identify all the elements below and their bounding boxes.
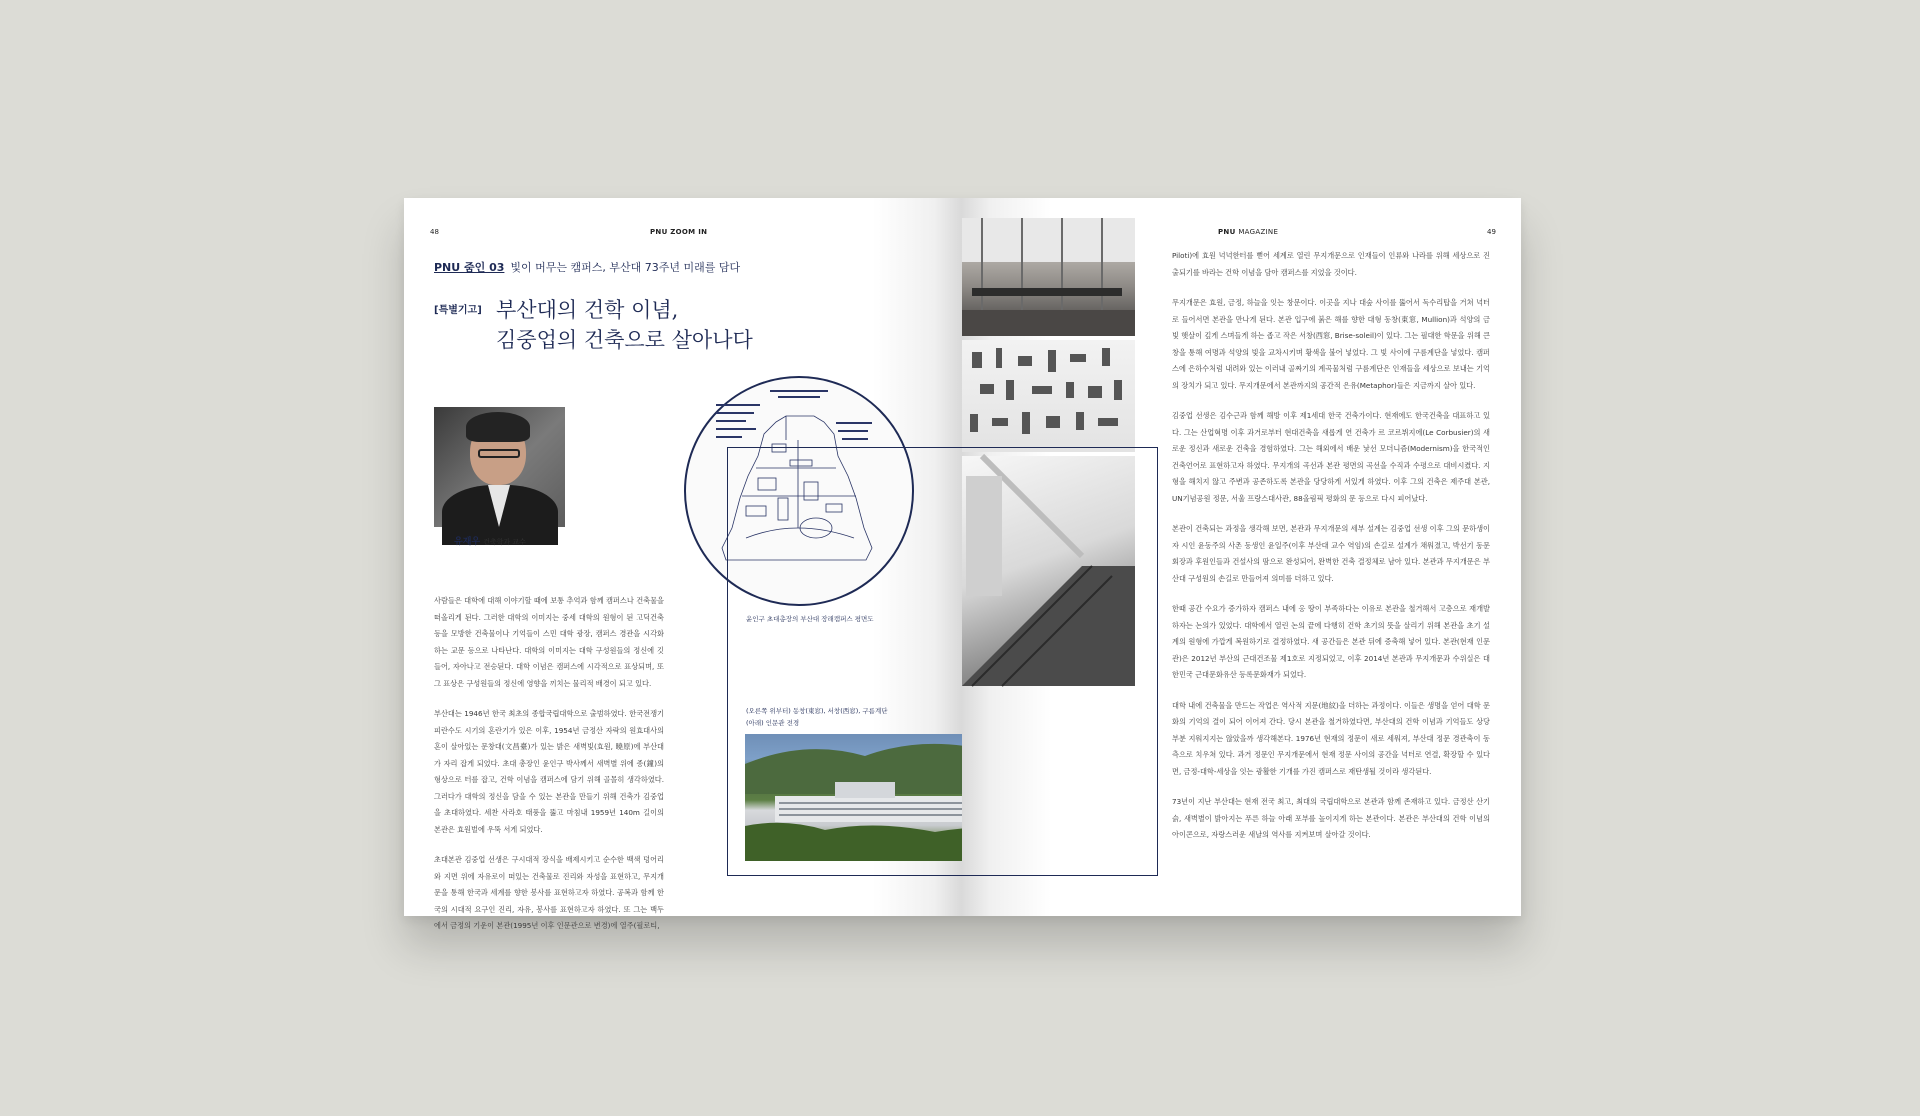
- east-window-photo: [962, 218, 1135, 336]
- headline-line-2: 김중업의 건축으로 살아나다: [496, 328, 753, 352]
- article-headline: [496, 295, 796, 355]
- kicker-tag: PNU 줌인 03: [434, 261, 505, 274]
- left-paragraph-2: 부산대는 1946년 한국 최초의 종합국립대학으로 출범하였다. 한국전쟁기 피란수도 시기의 혼란기가 있은 이후, 1954년 금정산 자락의 원효대사의 혼이 살아있는 문창대(文昌臺)가 있는 밝은 새벽빛(효원, 曉原)에 부산대가 자리 잡게 되었다. 초대 총장인 윤인구 박사께서 새벽별 위에 종(鐘)의 형상으로 터를 잡고, 건학 이념을 캠퍼스에 담기 위해 골몰히 생각하였다. 그러다가 대학의 정신을 담을 수 있는 본관을 만들기 위해 건축가 김중업을 초대하였다. 세찬 사라호 태풍을 뚫고 마침내 1959년 140m 길이의 본관은 효원벌에 우뚝 서게 되었다.: [434, 709, 664, 834]
- portrait-hair: [466, 412, 530, 442]
- left-paragraph-3: 초대본관 김중업 선생은 구시대적 장식을 배제시키고 순수한 백색 덩어리와 지면 위에 자유로이 떠있는 건축물로 진리와 자성을 표현하고, 무지개문을 통해 한국과 세계를 향한 봉사를 표현하고자 하였다. 공복과 함께 한국의 시대적 요구인 진리, 자유, 봉사를 표현하고자 하였다. 또 그는 백두에서 금정의 기운이 본관(1995년 이후 인문관으로 변경)에 열주(필로티,: [434, 855, 664, 930]
- photo-caption-line-1: (오른쪽 위부터) 동창(東窓), 서창(西窓), 구름계단: [746, 707, 888, 715]
- headline-line-1: 부산대의 건학 이념,: [496, 298, 679, 322]
- right-paragraph-2: 무지개문은 효원, 금정, 하늘을 잇는 창문이다. 이곳을 지나 대숲 사이를 뚫어서 독수리탑을 거쳐 넉터로 들어서면 본관을 만나게 된다. 본관 입구에 붉은 해를 향한 대형 동창(東窓, Mullion)과 석양의 금빛 햇살이 깊게 스며들게 하는 좁고 작은 서창(西窓, Brise-soleil)이 있다. 그는 필대한 학문을 위해 큰 창을 통해 여명과 석양의 빛을 교차시키며 황색을 불어 넣었다. 그 빛 사이에 구름계단을 넣었다. 캠퍼스에 은하수처럼 내려와 있는 이러내 골짜기의 계곡물처럼 구름계단은 인재들을 세상으로 보내는 기억의 장치가 되고 있다. 무지개문에서 본관까지의 공간적 은유(Metaphor)들은 지금까지 살아 있다.: [1172, 298, 1490, 390]
- right-paragraph-5: 한때 공간 수요가 증가하자 캠퍼스 내에 옹 땅이 부족하다는 이유로 본관을 철거해서 고층으로 재개발하자는 논의가 있었다. 대학에서 열린 논의 끝에 다행히 건학 초기의 뜻을 살리기 위해 본관을 초기 설계의 원형에 가깝게 복원하기로 결정하였다. 새 공간들은 본관 뒤에 증축해 넣어 있다. 본관(현재 인문관)은 2012년 부산의 근대건조물 제1호로 지정되었고, 이후 2014년 본관과 무지개문과 수위실은 대한민국 근대문화유산 등록문화재가 되었다.: [1172, 604, 1490, 679]
- portrait-glasses: [478, 449, 520, 458]
- photo-caption-line-2: (아래) 인문관 전경: [746, 719, 800, 727]
- running-head-right-bold: PNU: [1218, 228, 1236, 236]
- right-paragraph-4: 본관이 건축되는 과정을 생각해 보면, 본관과 무지개문의 세부 설계는 김중업 선생 이후 그의 문하생이자 시인 윤동주의 사촌 동생인 윤일주(이후 부산대 교수 역임)의 손길로 설계가 채워졌고, 박선기 동문회장과 후원인들과 건설사의 땀으로 완성되어, 완벽한 건축 결정체로 남아 있다. 본관과 무지개문은 부산대 구성원의 손길로 만들어져 의미를 더하고 있다.: [1172, 524, 1490, 583]
- west-window-photo: [962, 340, 1135, 452]
- running-head-left: PNU ZOOM IN: [650, 228, 708, 236]
- photo-frame-line: [727, 447, 1158, 876]
- magazine-spread: [404, 198, 1521, 930]
- kicker: [434, 259, 740, 275]
- page-number-right: 49: [1487, 228, 1496, 236]
- left-paragraph-1: 사람들은 대학에 대해 이야기할 때에 보통 추억과 함께 캠퍼스나 건축물을 떠올리게 된다. 그러한 대학의 이미지는 중세 대학의 원형이 된 고딕건축 등을 모방한 건축물이나 기억들이 스민 대학 광장, 캠퍼스 경관을 시각화하는 교문 등으로 나타난다. 대학의 이미지는 대학 구성원들의 정신에 깃들어, 자아나고 전승된다. 대학 이념은 캠퍼스에 시각적으로 표상되며, 또 그 표상은 구성원들의 정신에 영향을 끼치는 물리적 배경이 되고 있다.: [434, 596, 664, 688]
- running-head-right: [1218, 228, 1278, 236]
- right-paragraph-3: 김중업 선생은 김수근과 함께 해방 이후 제1세대 한국 건축가이다. 현재에도 한국건축을 대표하고 있다. 그는 산업혁명 이후 과거로부터 현대건축을 새롭게 연 건축가 르 코르뷔지에(Le Corbusier)의 새로운 정신과 새로운 건축을 경험하였다. 그는 해외에서 배운 낯선 모더니즘(Modernism)을 한국적인 건축언어로 표현하고자 하였다. 무지개의 곡선과 본관 평면의 곡선을 수직과 수평으로 대비시켰다. 지형을 해치지 않고 주변과 공존하도록 본관을 당당하게 서있게 하였다. 이후 그의 건축은 제주대 본관, UN기념공원 정문, 서울 프랑스대사관, 88올림픽 평화의 문 등으로 다시 피어났다.: [1172, 411, 1490, 503]
- kicker-text: 빛이 머무는 캠퍼스, 부산대 73주년 미래를 담다: [510, 261, 741, 274]
- author-portrait: [434, 407, 565, 527]
- page-number-left: 48: [430, 228, 439, 236]
- special-contribution-label: [특별기고]: [434, 305, 482, 316]
- author-name: 유재우: [454, 537, 481, 547]
- west-window-art: [962, 340, 1135, 452]
- right-body-text: [1172, 248, 1490, 858]
- running-head-right-light: MAGAZINE: [1238, 228, 1279, 236]
- author-credit: [454, 534, 526, 547]
- left-body-text: [434, 593, 664, 949]
- right-paragraph-7: 73년이 지난 부산대는 현재 전국 최고, 최대의 국립대학으로 본관과 함께 존재하고 있다. 금정산 산기슭, 새벽별이 밝아지는 푸른 하늘 아래 포부를 높이지게 하는 본관이다. 본관은 부산대의 건학 이념의 아이콘으로, 자랑스러운 새날의 역사를 지켜보며 살아갈 것이다.: [1172, 797, 1490, 839]
- east-window-art: [962, 218, 1135, 336]
- author-role: 건축학과 교수: [483, 538, 526, 546]
- right-paragraph-1: Piloti)에 효원 넉넉한터를 뻗어 세계로 열린 무지개문으로 인재들이 인류와 나라를 위해 세상으로 진출되기를 바라는 건학 이념을 담아 캠퍼스를 지었을 것이다.: [1172, 251, 1490, 277]
- campus-plan-caption: 윤인구 초대총장의 부산대 장래캠퍼스 평면도: [746, 615, 874, 623]
- right-paragraph-6: 대학 내에 건축물을 만드는 작업은 역사적 지문(地紋)을 더하는 과정이다. 이들은 생명을 얻어 대학 문화의 기억의 결이 되어 이어져 간다. 당시 본관을 철거하였다면, 부산대의 건학 이념과 기억들도 상당 부분 지워지지는 않았을까 생각해본다. 1976년 현재의 정문이 새로 세워져, 부산대 정문 경관축이 동측으로 치우쳐 있다. 과거 정문인 무지개문에서 현재 정문 사이의 공간을 넉터로 연결, 확장할 수 있다면, 금정-대학-세상을 잇는 광활한 기개를 가진 캠퍼스로 재탄생될 것이라 생각된다.: [1172, 700, 1490, 776]
